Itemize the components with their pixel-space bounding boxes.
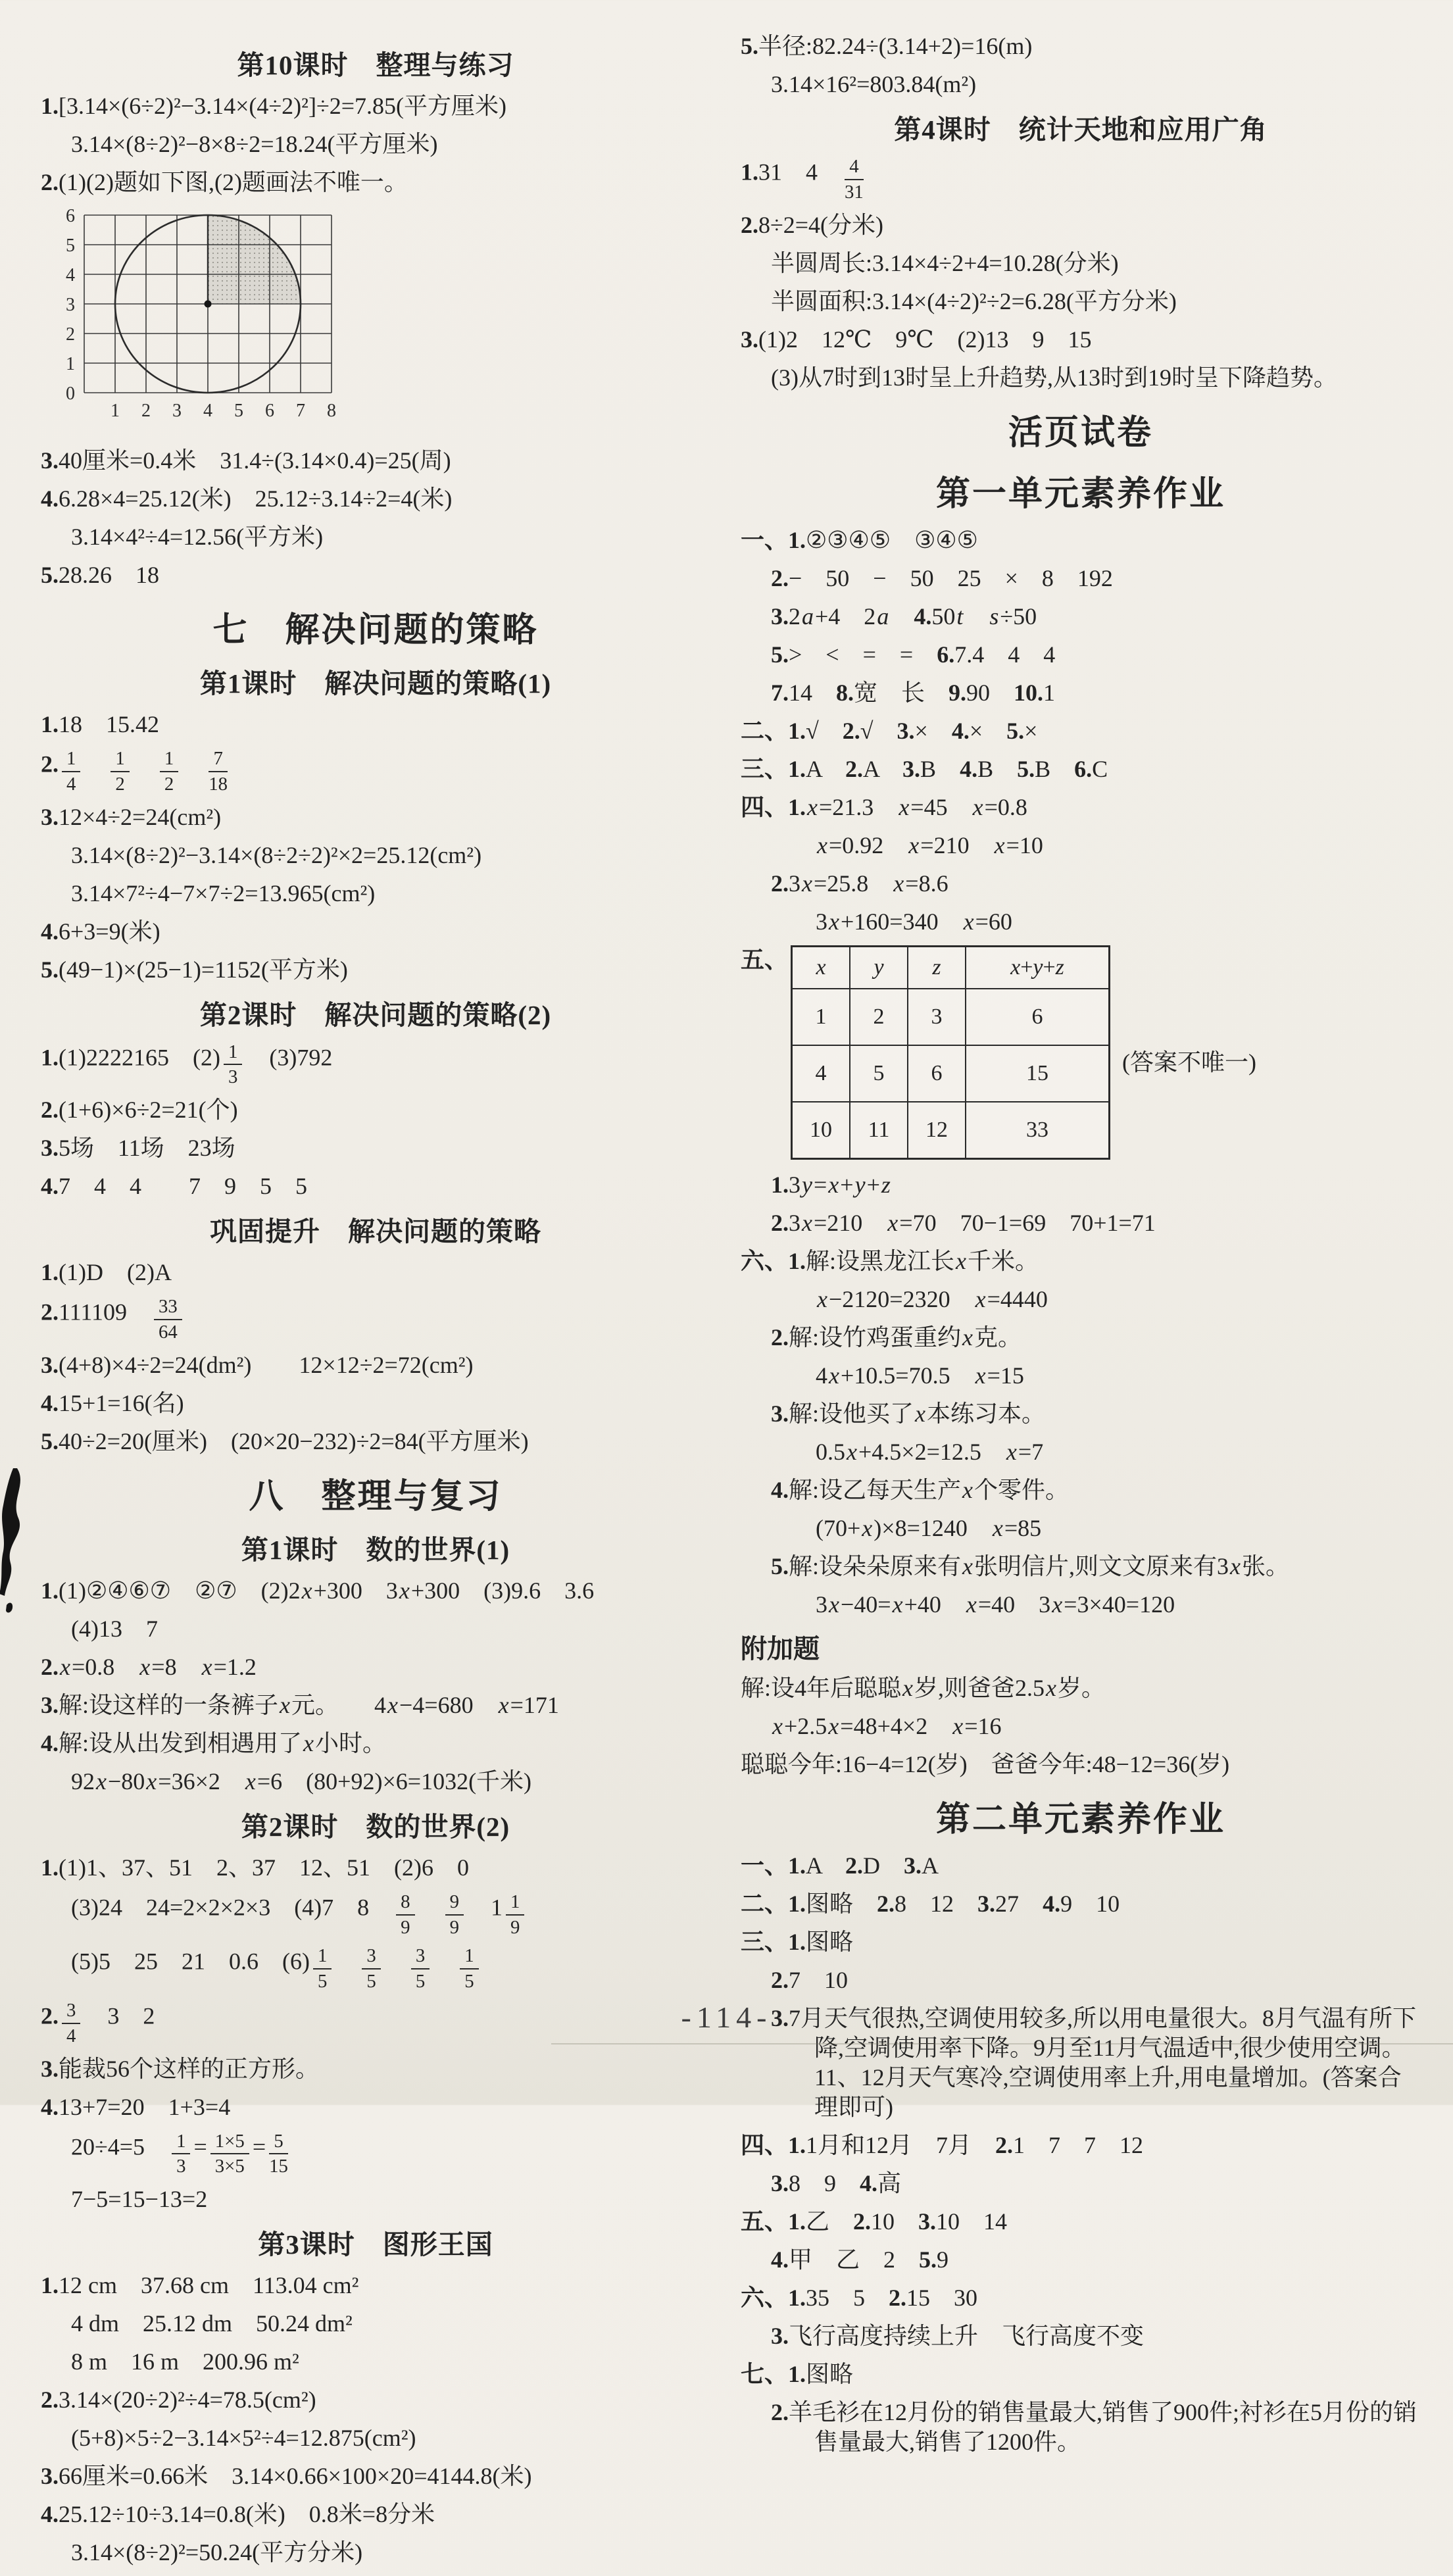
answer-line: 1.12 cm 37.68 cm 113.04 cm² bbox=[41, 2272, 359, 2299]
answer-line: 5.40÷2=20(厘米) (20×20−232)÷2=84(平方厘米) bbox=[41, 1427, 529, 1454]
answer-line: 3.解:设他买了x本练习本。 bbox=[771, 1400, 1046, 1427]
svg-text:4: 4 bbox=[66, 265, 75, 285]
answer-line: 一、1.②③④⑤ ③④⑤ bbox=[741, 526, 978, 553]
table-cell: 4 bbox=[792, 1045, 850, 1102]
answer-line: 5.半径:82.24÷(3.14+2)=16(m) bbox=[741, 33, 1033, 59]
answer-line: 2.x=0.8 x=8 x=1.2 bbox=[41, 1653, 257, 1680]
answer-line: 1.[3.14×(6÷2)²−3.14×(4÷2)²]÷2=7.85(平方厘米) bbox=[41, 93, 506, 119]
answer-line: 7.14 8.宽 长 9.90 10.1 bbox=[771, 679, 1056, 706]
svg-text:2: 2 bbox=[141, 401, 151, 421]
table-cell: 15 bbox=[966, 1045, 1110, 1102]
answer-line: 六、1.解:设黑龙江长x千米。 bbox=[741, 1247, 1039, 1274]
fraction: $\frac{1}{3}$ bbox=[172, 2131, 190, 2177]
section-heading: 第2课时 数的世界(2) bbox=[241, 1811, 510, 1842]
svg-text:5: 5 bbox=[234, 401, 243, 421]
center-dot bbox=[205, 301, 212, 308]
table-row bbox=[792, 989, 1110, 1045]
answer-line: 3.14×7²÷4−7×7÷2=13.965(cm²) bbox=[71, 879, 376, 906]
answer-line: 2.3.14×(20÷2)²÷4=78.5(cm²) bbox=[41, 2387, 316, 2414]
fraction: $\frac{1}{5}$ bbox=[460, 1945, 478, 1991]
section-heading: 第2课时 解决问题的策略(2) bbox=[199, 999, 552, 1030]
fraction: $\frac{8}{9}$ bbox=[396, 1891, 414, 1937]
answer-line: (3)24 24=2×2×2×3 (4)7 8 $\frac{8}{9}$ $\frac{9}{9}$ 1 $\frac{1}{9}$ bbox=[41, 1891, 710, 1937]
answer-line: 1.(1)1、37、51 2、37 12、51 (2)6 0 bbox=[41, 1854, 469, 1881]
answer-line: 4.6.28×4=25.12(米) 25.12÷3.14÷2=4(米) bbox=[41, 485, 453, 512]
answer-line: (5+8)×5÷2−3.14×5²÷4=12.875(cm²) bbox=[71, 2425, 416, 2452]
answer-line: 1.(1)2222165 (2) $\frac{1}{3}$ (3)792 bbox=[41, 1041, 333, 1088]
answer-line: 4.25.12÷10÷3.14=0.8(米) 0.8米=8分米 bbox=[41, 2501, 435, 2528]
table-cell: 6 bbox=[966, 989, 1110, 1045]
answer-line: 解:设4年后聪聪x岁,则爸爸2.5x岁。 bbox=[741, 1674, 1106, 1701]
answer-line: 3.2a+4 2a 4.50t s÷50 bbox=[771, 603, 1037, 630]
answer-line: 5.(49−1)×(25−1)=1152(平方米) bbox=[41, 956, 348, 983]
answer-line: 2. $\frac{1}{4}$ $\frac{1}{2}$ $\frac{1}{2}$ $\frac{7}{18}$ bbox=[41, 748, 228, 795]
answer-line: 5.> < = = 6.7.4 4 4 bbox=[771, 641, 1056, 668]
grid-circle-figure bbox=[55, 206, 364, 435]
answer-table bbox=[791, 945, 1110, 1160]
svg-text:2: 2 bbox=[66, 324, 75, 345]
svg-text:0: 0 bbox=[66, 384, 75, 404]
answer-line: 五、1.乙 2.10 3.10 14 bbox=[741, 2208, 1008, 2235]
table-header-cell: x bbox=[792, 946, 850, 989]
svg-text:1: 1 bbox=[111, 401, 120, 421]
section-heading: 第1课时 解决问题的策略(1) bbox=[199, 668, 552, 699]
fraction: $\frac{3}{5}$ bbox=[362, 1945, 380, 1991]
answer-line: 2. $\frac{3}{4}$ 3 2 bbox=[41, 1999, 155, 2046]
section-heading: 八 整理与复习 bbox=[249, 1477, 503, 1516]
table-cell: 2 bbox=[850, 989, 908, 1045]
answer-line: 3.5场 11场 23场 bbox=[41, 1135, 235, 1162]
answer-line: 4x+10.5=70.5 x=15 bbox=[816, 1362, 1024, 1389]
section-heading: 七 解决问题的策略 bbox=[212, 612, 539, 649]
answer-line: 3.飞行高度持续上升 飞行高度不变 bbox=[771, 2322, 1145, 2349]
fraction: $\frac{1}{3}$ bbox=[224, 1041, 242, 1087]
answer-line: 5.解:设朵朵原来有x张明信片,则文文原来有3x张。 bbox=[771, 1552, 1290, 1579]
table-cell: 1 bbox=[792, 989, 850, 1045]
answer-line: x−2120=2320 x=4440 bbox=[817, 1285, 1048, 1312]
left-column bbox=[41, 37, 710, 2576]
answer-line: 3.66厘米=0.66米 3.14×0.66×100×20=4144.8(米) bbox=[41, 2463, 532, 2490]
table-cell: 33 bbox=[966, 1102, 1110, 1159]
section-heading: 第10课时 整理与练习 bbox=[237, 50, 514, 80]
section-heading: 第4课时 统计天地和应用广角 bbox=[894, 114, 1268, 145]
answer-line: 3x+160=340 x=60 bbox=[816, 908, 1012, 935]
answer-line: 4.解:设从出发到相遇用了x小时。 bbox=[41, 1729, 387, 1756]
answer-line: (5)5 25 21 0.6 (6) $\frac{1}{5}$ $\frac{3}{5}$ $\frac{3}{5}$ $\frac{1}{5}$ bbox=[41, 1945, 710, 1991]
svg-text:8: 8 bbox=[327, 401, 336, 421]
answer-line: 4.13+7=20 1+3=4 bbox=[41, 2093, 231, 2120]
table-header-cell: y bbox=[850, 946, 908, 989]
answer-line: 3x−40=x+40 x=40 3x=3×40=120 bbox=[816, 1591, 1175, 1618]
fraction: $\frac{1}{9}$ bbox=[506, 1891, 524, 1937]
answer-line: 3.12×4÷2=24(cm²) bbox=[41, 803, 222, 830]
table-cell: 3 bbox=[908, 989, 966, 1045]
answer-line: 3.40厘米=0.4米 31.4÷(3.14×0.4)=25(周) bbox=[41, 447, 451, 474]
answer-line: 3.14×(8÷2)²−8×8÷2=18.24(平方厘米) bbox=[71, 131, 438, 157]
section-heading: 第一单元素养作业 bbox=[935, 475, 1225, 513]
answer-line: 半圆周长:3.14×4÷2+4=10.28(分米) bbox=[771, 249, 1119, 276]
fraction: $\frac{1}{2}$ bbox=[111, 748, 129, 794]
table-block bbox=[741, 945, 1421, 1160]
fraction: $\frac{33}{64}$ bbox=[154, 1296, 182, 1342]
answer-line: 2.7 10 bbox=[771, 1966, 849, 1993]
answer-line: 4.7 4 4 7 9 5 5 bbox=[41, 1173, 308, 1200]
table-label: 五、 bbox=[741, 946, 789, 973]
answer-line: 三、1.A 2.A 3.B 4.B 5.B 6.C bbox=[741, 755, 1108, 782]
answer-line: x=0.92 x=210 x=10 bbox=[817, 831, 1043, 858]
svg-text:1: 1 bbox=[66, 354, 75, 374]
answer-line: 七、1.图略 bbox=[741, 2360, 854, 2387]
section-heading: 巩固提升 解决问题的策略 bbox=[210, 1216, 541, 1247]
answer-line: 4 dm 25.12 dm 50.24 dm² bbox=[71, 2310, 353, 2337]
answer-line: (70+x)×8=1240 x=85 bbox=[816, 1514, 1042, 1541]
table-cell: 12 bbox=[908, 1102, 966, 1159]
fraction: $\frac{3}{5}$ bbox=[411, 1945, 430, 1991]
answer-line: 1.(1)②④⑥⑦ ②⑦ (2)2x+300 3x+300 (3)9.6 3.6 bbox=[41, 1577, 595, 1604]
answer-line: 3.14×(8÷2)²=50.24(平方分米) bbox=[71, 2539, 363, 2566]
answer-line: 4.解:设乙每天生产x个零件。 bbox=[771, 1476, 1070, 1503]
answer-line: 二、1.√ 2.√ 3.× 4.× 5.× bbox=[741, 717, 1038, 744]
table-header-cell: z bbox=[908, 946, 966, 989]
answer-line: 8 m 16 m 200.96 m² bbox=[71, 2348, 299, 2375]
answer-line: 4.6+3=9(米) bbox=[41, 918, 160, 945]
shaded-sector bbox=[208, 215, 301, 304]
section-heading: 第3课时 图形王国 bbox=[258, 2229, 493, 2260]
section-heading: 附加题 bbox=[741, 1633, 820, 1664]
answer-line: 1.(1)D (2)A bbox=[41, 1259, 172, 1286]
answer-line: 3.14×16²=803.84(m²) bbox=[771, 71, 977, 97]
answer-line: 三、1.图略 bbox=[741, 1928, 854, 1955]
answer-line: 2.(1)(2)题如下图,(2)题画法不唯一。 bbox=[41, 169, 408, 195]
figure-wrap bbox=[55, 206, 710, 438]
svg-text:6: 6 bbox=[265, 401, 274, 421]
table-cell: 6 bbox=[908, 1045, 966, 1102]
table-row bbox=[792, 1102, 1110, 1159]
answer-line: 一、1.A 2.D 3.A bbox=[741, 1852, 939, 1879]
answer-line: x+2.5x=48+4×2 x=16 bbox=[772, 1712, 1002, 1739]
table-note: (答案不唯一) bbox=[1122, 1049, 1256, 1076]
answer-line: 聪聪今年:16−4=12(岁) 爸爸今年:48−12=36(岁) bbox=[741, 1750, 1230, 1777]
answer-line: 3.14×(8÷2)²−3.14×(8÷2÷2)²×2=25.12(cm²) bbox=[71, 841, 482, 868]
answer-line: 5.28.26 18 bbox=[41, 562, 160, 588]
answer-line: 3.能裁56个这样的正方形。 bbox=[41, 2055, 320, 2082]
table-cell: 11 bbox=[850, 1102, 908, 1159]
svg-text:6: 6 bbox=[66, 206, 75, 226]
table-cell: 5 bbox=[850, 1045, 908, 1102]
table-cell: 10 bbox=[792, 1102, 850, 1159]
table-row bbox=[792, 1045, 1110, 1102]
answer-line: 四、1.x=21.3 x=45 x=0.8 bbox=[741, 793, 1027, 820]
section-heading: 第1课时 数的世界(1) bbox=[241, 1534, 510, 1565]
fraction: $\frac{1}{2}$ bbox=[160, 748, 178, 794]
answer-line: 3.(1)2 12℃ 9℃ (2)13 9 15 bbox=[741, 326, 1092, 353]
answer-line: 3.7月天气很热,空调使用较多,所以用电量很大。8月气温有所下降,空调使用率下降。9月至11月气温适中,很少使用空调。11、12月天气寒冷,空调使用率上升,用电量增加。(答案合理即可) bbox=[771, 2004, 1417, 2120]
fraction: $\frac{7}{18}$ bbox=[209, 748, 228, 795]
fraction: $\frac{3}{4}$ bbox=[62, 2000, 80, 2046]
answer-line: 2.3x=25.8 x=8.6 bbox=[771, 870, 948, 897]
answer-line: 2.(1+6)×6÷2=21(个) bbox=[41, 1097, 238, 1124]
fraction: $\frac{9}{9}$ bbox=[445, 1891, 464, 1937]
answer-line: 4.甲 乙 2 5.9 bbox=[771, 2246, 949, 2273]
answer-line: 3.(4+8)×4÷2=24(dm²) 12×12÷2=72(cm²) bbox=[41, 1351, 474, 1378]
answer-line: 3.8 9 4.高 bbox=[771, 2169, 902, 2196]
answer-line: 0.5x+4.5×2=12.5 x=7 bbox=[816, 1438, 1044, 1465]
svg-text:3: 3 bbox=[172, 401, 182, 421]
fraction: $\frac{1}{4}$ bbox=[62, 748, 80, 794]
answer-line: (4)13 7 bbox=[71, 1615, 158, 1642]
answer-line: 2.3x=210 x=70 70−1=69 70+1=71 bbox=[771, 1209, 1156, 1236]
svg-text:4: 4 bbox=[203, 401, 212, 421]
answer-line: 2.111109 $\frac{33}{64}$ bbox=[41, 1296, 710, 1342]
answer-line: 半圆面积:3.14×(4÷2)²÷2=6.28(平方分米) bbox=[771, 287, 1177, 314]
fraction: $\frac{1\times 5}{3\times 5}$ bbox=[210, 2131, 249, 2177]
table-header-cell: x+y+z bbox=[966, 946, 1110, 989]
answer-line: 1.3y=x+y+z bbox=[771, 1171, 891, 1198]
answer-line: (3)从7时到13时呈上升趋势,从13时到19时呈下降趋势。 bbox=[771, 364, 1337, 391]
svg-text:7: 7 bbox=[296, 401, 305, 421]
answer-line: 2.解:设竹鸡蛋重约x克。 bbox=[771, 1324, 1022, 1350]
fraction: $\frac{5}{15}$ bbox=[269, 2130, 288, 2177]
ink-stain bbox=[0, 1467, 33, 1622]
page-number: -114- bbox=[681, 2000, 772, 2034]
svg-text:5: 5 bbox=[66, 235, 75, 256]
answer-line: 1.18 15.42 bbox=[41, 711, 160, 737]
answer-line: 92x−80x=36×2 x=6 (80+92)×6=1032(千米) bbox=[71, 1768, 532, 1795]
answer-line: 2.8÷2=4(分米) bbox=[741, 211, 884, 238]
answer-line: 2.− 50 − 50 25 × 8 192 bbox=[771, 564, 1113, 591]
answer-line: 2.羊毛衫在12月份的销售量最大,销售了900件;衬衫在5月份的销售量最大,销售了1200件。 bbox=[771, 2398, 1417, 2455]
answer-line: 四、1.1月和12月 7月 2.1 7 7 12 bbox=[741, 2131, 1144, 2158]
fraction: $\frac{1}{5}$ bbox=[313, 1945, 332, 1991]
answer-line: 4.15+1=16(名) bbox=[41, 1389, 184, 1416]
fraction: $\frac{4}{31}$ bbox=[845, 156, 864, 203]
svg-text:3: 3 bbox=[66, 295, 75, 315]
answer-line: 六、1.35 5 2.15 30 bbox=[741, 2284, 978, 2311]
answer-line: 3.解:设这样的一条裤子x元。 4x−4=680 x=171 bbox=[41, 1691, 559, 1718]
section-heading: 第二单元素养作业 bbox=[935, 1800, 1225, 1839]
answer-line: 1.31 4 $\frac{4}{31}$ bbox=[741, 156, 864, 203]
page-bottom-rule bbox=[551, 2043, 1453, 2044]
right-column bbox=[741, 32, 1421, 2465]
answer-line: 3.14×4²÷4=12.56(平方米) bbox=[71, 524, 324, 550]
section-heading: 活页试卷 bbox=[1008, 414, 1153, 452]
answer-line: 7−5=15−13=2 bbox=[71, 2186, 208, 2213]
answer-line: 20÷4=5 $\frac{1}{3}$ = $\frac{1\times 5}{3\times 5}$ = $\frac{5}{15}$ bbox=[71, 2130, 288, 2177]
answer-line: 二、1.图略 2.8 12 3.27 4.9 10 bbox=[741, 1890, 1120, 1917]
